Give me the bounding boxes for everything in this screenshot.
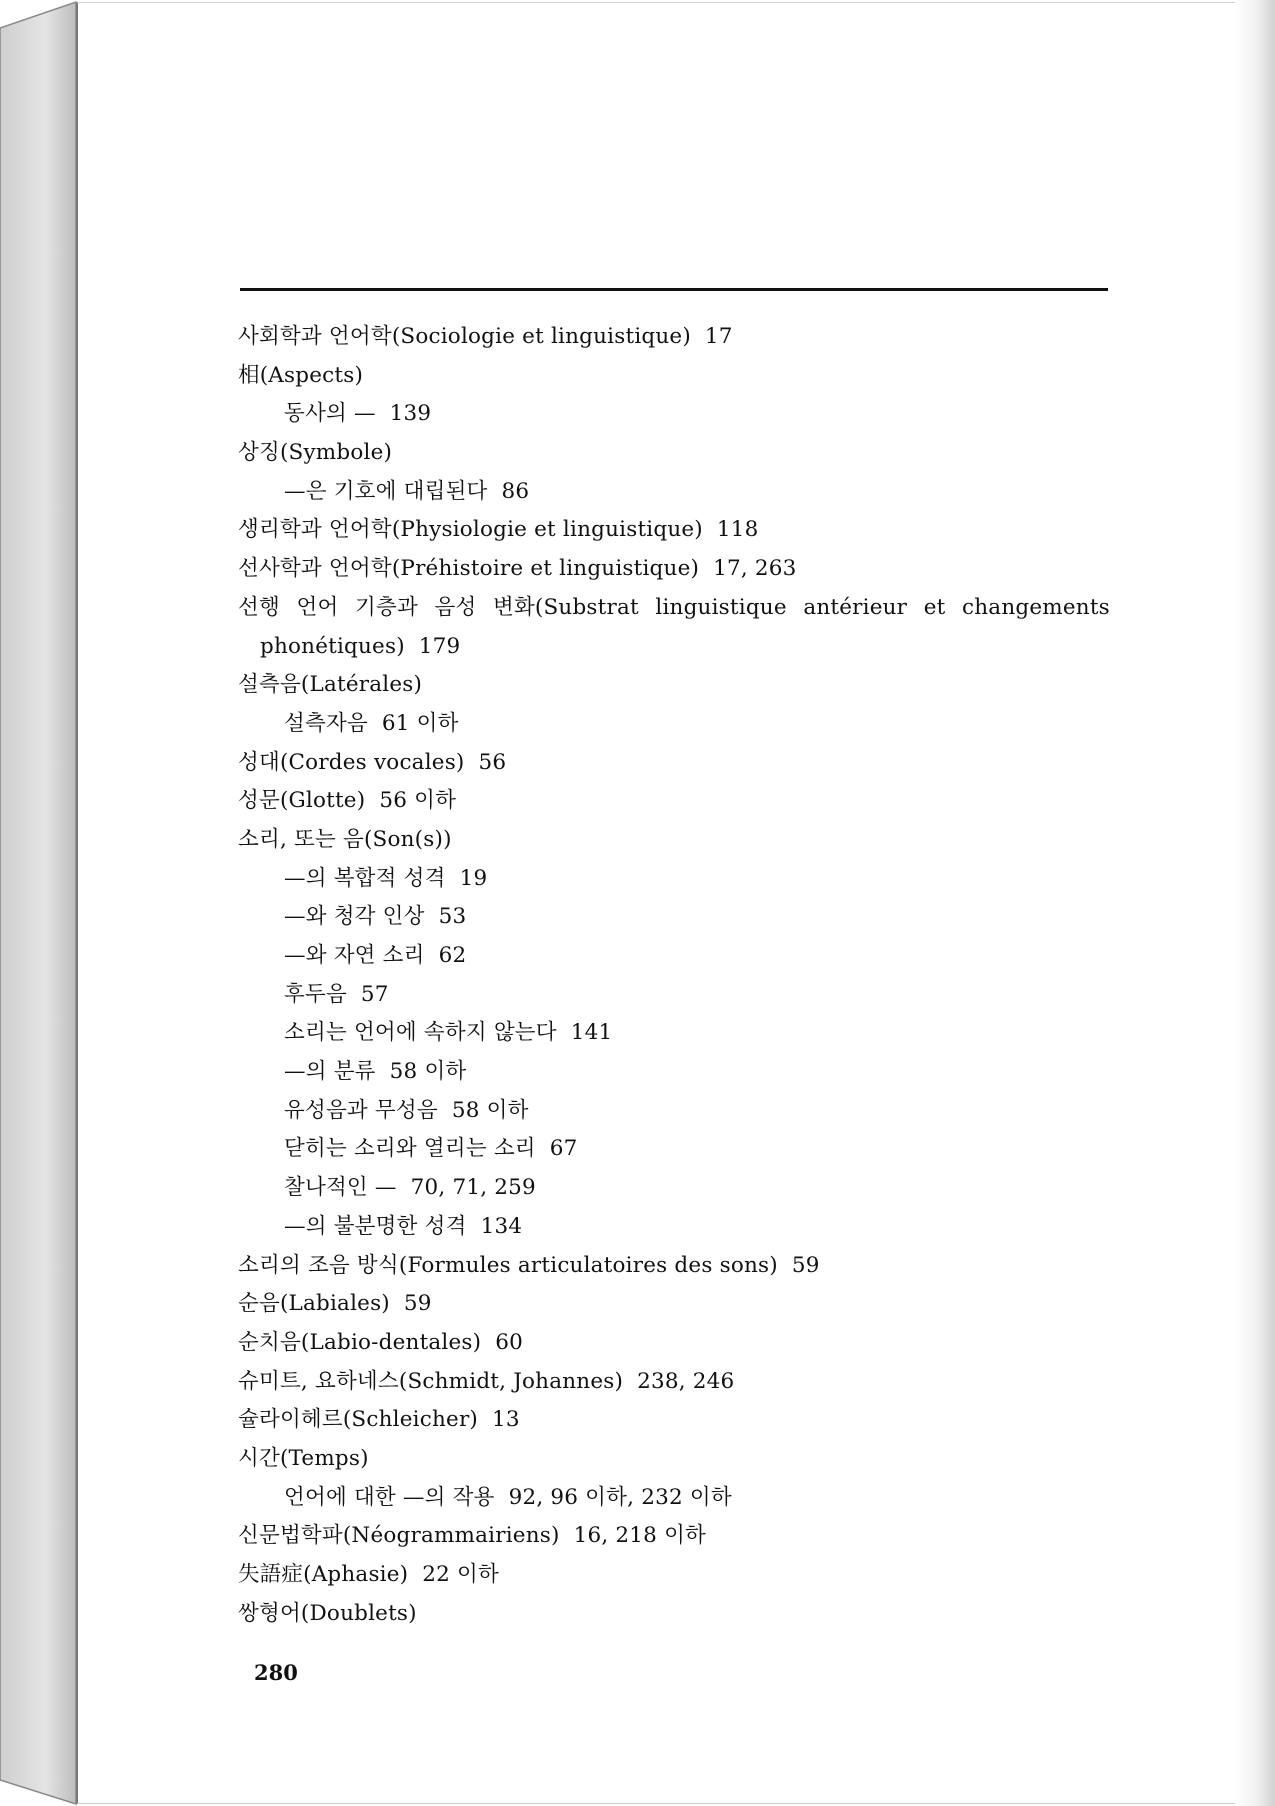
book-spine <box>0 0 80 1806</box>
entry-text: 쌍형어(Doublets) <box>238 1600 417 1626</box>
index-entry <box>238 1285 1118 1324</box>
entry-pages: 59 <box>791 1252 820 1278</box>
entry-text: 선사학과 언어학(Préhistoire et linguistique) <box>238 556 700 582</box>
index-subentry <box>238 937 1118 976</box>
entry-text: 생리학과 언어학(Physiologie et linguistique) <box>238 517 703 543</box>
index-entry <box>238 1517 1118 1556</box>
index-subentry <box>238 705 1118 744</box>
entry-pages: 22 이하 <box>422 1562 499 1587</box>
index-entry <box>238 318 1118 357</box>
index-entry <box>238 744 1118 783</box>
entry-word: 선행 <box>238 594 280 620</box>
entry-pages: 19 <box>459 865 488 891</box>
entry-pages: 56 <box>478 749 507 775</box>
entry-word: 기층과 <box>355 594 418 620</box>
entry-pages: 56 이하 <box>379 788 457 814</box>
entry-word: linguistique <box>655 594 787 620</box>
entry-text: 유성음과 무성음 <box>284 1097 438 1123</box>
index-entry <box>238 434 1118 473</box>
entry-text: 찰나적인 — <box>284 1175 397 1201</box>
entry-text: 시간(Temps) <box>238 1445 369 1471</box>
entry-text: 소리의 조음 방식(Formules articulatoires des sons) <box>238 1252 778 1278</box>
entry-pages: 16, 218 이하 <box>573 1523 707 1549</box>
entry-text: —의 불분명한 성격 <box>284 1213 467 1239</box>
entry-text: 닫히는 소리와 열리는 소리 <box>284 1136 536 1162</box>
entry-text: 相(Aspects) <box>238 362 364 388</box>
entry-pages: 17 <box>704 324 733 349</box>
header-rule <box>240 288 1108 291</box>
index-entry <box>238 821 1118 860</box>
index-subentry <box>238 395 1118 434</box>
entry-pages: 61 이하 <box>381 710 459 736</box>
entry-word: 음성 <box>434 594 477 620</box>
index-entries <box>238 318 1118 1633</box>
entry-word: 언어 <box>296 594 339 620</box>
entry-text: —은 기호에 대립된다 <box>284 478 488 504</box>
index-entry <box>238 589 1110 628</box>
entry-text: phonétiques) <box>260 633 405 659</box>
index-subentry <box>238 1479 1118 1518</box>
entry-word: et <box>923 594 946 620</box>
index-subentry <box>238 1208 1118 1247</box>
entry-pages: 59 <box>403 1291 432 1317</box>
index-entry <box>238 1401 1118 1440</box>
index-entry <box>238 550 1118 589</box>
index-entry <box>238 666 1118 705</box>
index-entry <box>238 628 1118 667</box>
entry-text: —와 청각 인상 <box>284 904 425 930</box>
entry-pages: 57 <box>360 981 389 1007</box>
entry-pages: 67 <box>549 1136 578 1162</box>
entry-text: 슐라이헤르(Schleicher) <box>238 1407 479 1433</box>
index-subentry <box>238 1130 1118 1169</box>
entry-pages: 238, 246 <box>637 1368 735 1394</box>
entry-text: —의 복합적 성격 <box>284 865 446 891</box>
entry-text: 소리, 또는 음(Son(s)) <box>238 826 452 852</box>
index-entry <box>238 1595 1118 1634</box>
index-entry <box>238 1363 1118 1402</box>
entry-text: 후두음 <box>284 981 347 1007</box>
entry-pages: 179 <box>418 633 461 659</box>
entry-text: 失語症(Aphasie) <box>238 1562 409 1587</box>
entry-word: 변화(Substrat <box>492 594 639 620</box>
index-subentry <box>238 1169 1118 1208</box>
index-subentry <box>238 1092 1118 1131</box>
entry-text: 순음(Labiales) <box>238 1291 390 1317</box>
entry-pages: 139 <box>389 401 432 427</box>
entry-pages: 118 <box>716 517 759 543</box>
entry-pages: 92, 96 이하, 232 이하 <box>508 1484 732 1510</box>
index-entry <box>238 1324 1118 1363</box>
entry-text: 슈미트, 요하네스(Schmidt, Johannes) <box>238 1368 624 1394</box>
entry-pages: 60 <box>495 1329 524 1355</box>
entry-text: —와 자연 소리 <box>284 943 425 968</box>
index-subentry <box>238 1014 1118 1053</box>
entry-text: 신문법학파(Néogrammairiens) <box>238 1523 560 1549</box>
entry-pages: 141 <box>570 1020 613 1046</box>
index-subentry <box>238 473 1118 512</box>
entry-text: 설측음(Latérales) <box>238 672 423 698</box>
entry-pages: 53 <box>438 904 467 930</box>
index-entry <box>238 511 1118 550</box>
index-entry <box>238 782 1118 821</box>
entry-pages: 70, 71, 259 <box>410 1175 536 1201</box>
entry-text: 동사의 — <box>284 401 376 427</box>
index-entry <box>238 1556 1118 1595</box>
index-entry <box>238 357 1118 396</box>
entry-pages: 17, 263 <box>713 556 797 582</box>
entry-text: 순치음(Labio-dentales) <box>238 1329 482 1355</box>
entry-text: 성문(Glotte) <box>238 788 366 814</box>
entry-text: 설측자음 <box>284 710 368 736</box>
page-edge-shadow <box>1235 0 1275 1806</box>
entry-pages: 86 <box>501 478 530 504</box>
entry-word: antérieur <box>803 594 908 620</box>
index-subentry <box>238 976 1118 1015</box>
entry-pages: 13 <box>492 1407 520 1433</box>
index-entry <box>238 1247 1118 1286</box>
entry-text: 소리는 언어에 속하지 않는다 <box>284 1020 557 1046</box>
page-number: 280 <box>254 1660 298 1685</box>
entry-pages: 58 이하 <box>389 1059 467 1085</box>
index-subentry <box>238 860 1118 899</box>
entry-pages: 134 <box>480 1213 523 1239</box>
entry-text: 상징(Symbole) <box>238 440 393 466</box>
entry-pages: 62 <box>438 943 467 968</box>
index-subentry <box>238 898 1118 937</box>
entry-pages: 58 이하 <box>451 1097 529 1123</box>
index-entry <box>238 1440 1118 1479</box>
entry-text: —의 분류 <box>284 1059 376 1085</box>
entry-text: 언어에 대한 —의 작용 <box>284 1484 495 1510</box>
entry-word: changements <box>962 594 1110 620</box>
entry-text: 성대(Cordes vocales) <box>238 749 465 775</box>
index-subentry <box>238 1053 1118 1092</box>
entry-text: 사회학과 언어학(Sociologie et linguistique) <box>238 324 691 349</box>
